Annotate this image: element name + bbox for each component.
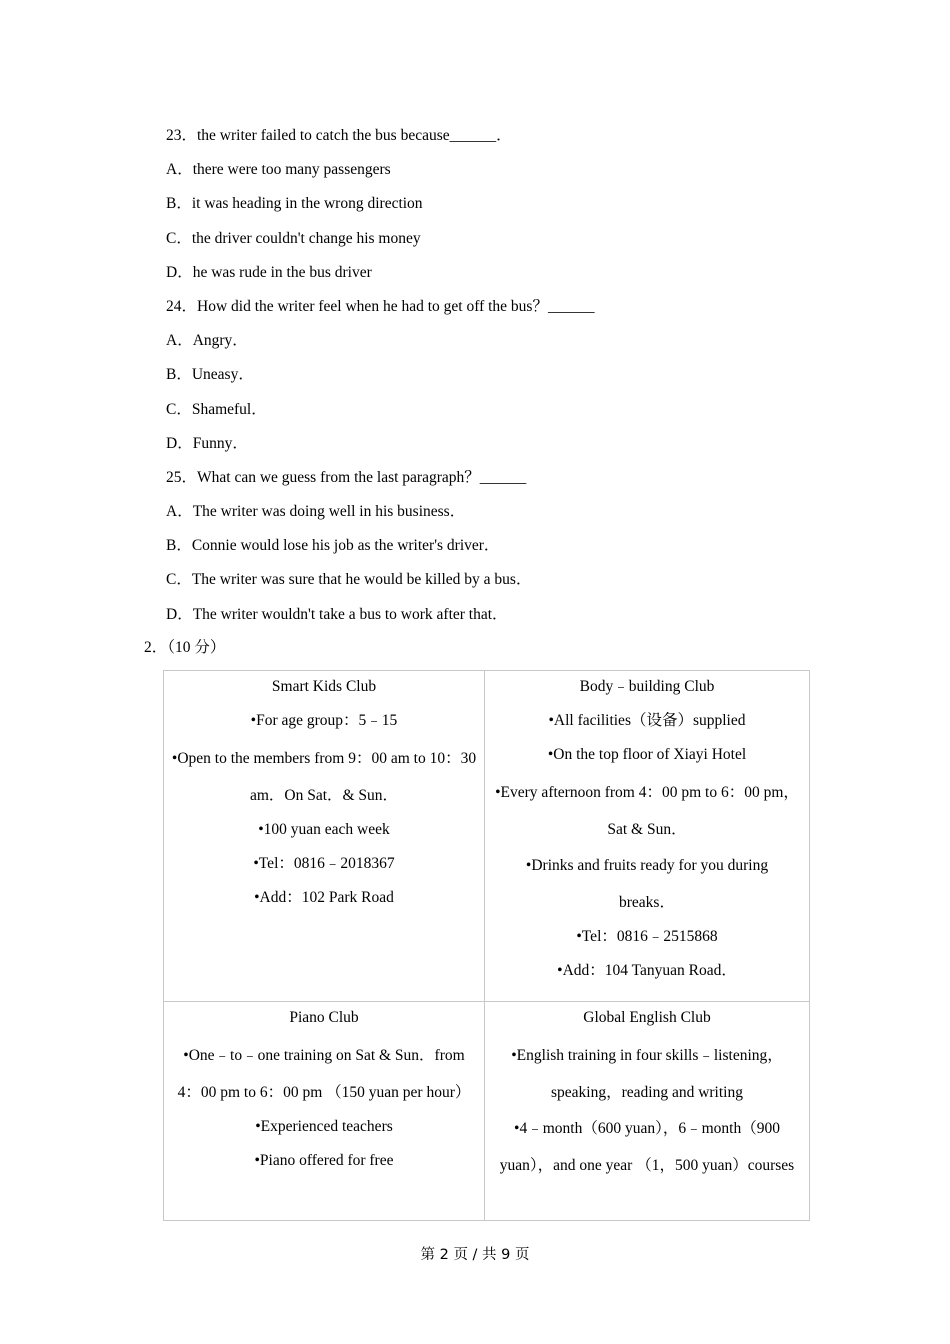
club-detail: •Add：102 Park Road <box>254 889 394 906</box>
clubs-table-row <box>164 671 810 1002</box>
club-detail: •Experienced teachers <box>255 1118 393 1135</box>
club-name: Smart Kids Club <box>271 678 377 695</box>
club-name: Body﹣building Club <box>579 678 715 695</box>
question-25-option-a: A．The writer was doing well in his business． <box>166 503 466 521</box>
club-detail: •One﹣to﹣one training on Sat & Sun．from 4：00 pm to 6：00 pm （150 yuan per hour） <box>177 1047 471 1101</box>
question-list <box>166 124 866 637</box>
question-25-option-b: B．Connie would lose his job as the writer's driver． <box>166 537 500 555</box>
club-detail: •100 yuan each week <box>258 821 390 838</box>
question-24-option-a: A．Angry． <box>166 332 248 350</box>
club-detail: •On the top floor of Xiayi Hotel <box>547 746 747 763</box>
question-25-stem: 25．What can we guess from the last paragraph？______ <box>166 468 527 486</box>
question-24-option-c: C．Shameful． <box>166 400 267 418</box>
clubs-table <box>163 670 810 1221</box>
club-detail: •Add：104 Tanyuan Road． <box>557 962 737 979</box>
question-25-option-d: D．The writer wouldn't take a bus to work after that． <box>166 605 508 623</box>
body-building-club-cell <box>485 671 810 1002</box>
club-detail: •4﹣month（600 yuan），6﹣month（900 yuan），and one year （1，500 yuan）courses <box>499 1120 795 1174</box>
question-23-option-b: B．it was heading in the wrong direction <box>166 195 423 213</box>
club-detail: •Tel：0816﹣2515868 <box>576 928 718 945</box>
smart-kids-club-cell <box>164 671 485 1002</box>
question-23-option-a: A．there were too many passengers <box>166 161 391 179</box>
question-24-option-d: D．Funny． <box>166 434 248 452</box>
club-detail: •English training in four skills﹣listening，speaking，reading and writing <box>511 1047 783 1101</box>
club-name: Piano Club <box>289 1009 359 1026</box>
clubs-table-row <box>164 1002 810 1221</box>
question-25-option-c: C．The writer was sure that he would be killed by a bus． <box>166 571 532 589</box>
club-name: Global English Club <box>583 1009 711 1026</box>
club-detail: •Open to the members from 9：00 am to 10：30 am．On Sat．& Sun． <box>171 750 477 804</box>
question-23-option-c: C．the driver couldn't change his money <box>166 229 421 247</box>
question-23-option-d: D．he was rude in the bus driver <box>166 263 372 281</box>
club-detail: •Piano offered for free <box>254 1152 394 1169</box>
global-english-club-cell <box>485 1002 810 1221</box>
club-detail: •Drinks and fruits ready for you during breaks． <box>525 857 769 911</box>
page-number-footer: 第 2 页 / 共 9 页 <box>420 1247 530 1263</box>
club-detail: •For age group：5﹣15 <box>250 712 398 729</box>
question-24-stem: 24．How did the writer feel when he had to get off the bus？______ <box>166 297 595 315</box>
question-23-stem: 23．the writer failed to catch the bus because______． <box>166 127 512 144</box>
question-24-option-b: B．Uneasy． <box>166 366 254 384</box>
club-detail: •All facilities（设备）supplied <box>548 712 746 729</box>
club-detail: •Tel：0816﹣2018367 <box>253 855 395 872</box>
section-2-label: 2．（10 分） <box>144 639 226 656</box>
club-detail: •Every afternoon from 4：00 pm to 6：00 pm，Sat & Sun． <box>495 784 799 838</box>
piano-club-cell <box>164 1002 485 1221</box>
